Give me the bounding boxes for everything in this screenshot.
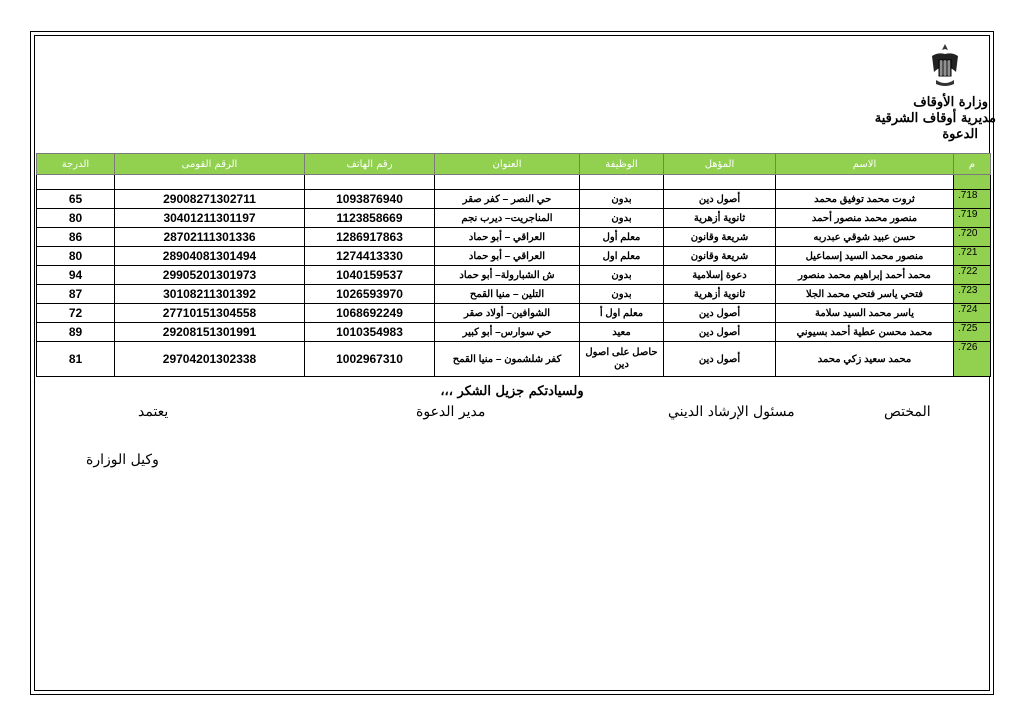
spacer-cell (664, 175, 776, 190)
row-index: 725. (954, 323, 991, 342)
job-cell: معلم أول (580, 228, 664, 247)
table-row (37, 285, 991, 304)
column-header: الرقم القومى (115, 154, 305, 175)
row-index: 724. (954, 304, 991, 323)
job-cell: بدون (580, 266, 664, 285)
phone-cell: 1274413330 (305, 247, 435, 266)
qualification-cell: شريعة وقانون (664, 247, 776, 266)
eagle-emblem-icon (928, 42, 962, 88)
grade-cell: 72 (37, 304, 115, 323)
address-cell: الشوافين– أولاد صقر (435, 304, 580, 323)
name-cell: حسن عبيد شوقي عبدربه (776, 228, 954, 247)
phone-cell: 1286917863 (305, 228, 435, 247)
phone-cell: 1040159537 (305, 266, 435, 285)
row-index: 722. (954, 266, 991, 285)
column-header: رقم الهاتف (305, 154, 435, 175)
spacer-cell (37, 175, 115, 190)
spacer-cell (776, 175, 954, 190)
thanks-line: ولسيادتكم جزيل الشكر ،،، (440, 384, 584, 399)
qualification-cell: أصول دين (664, 342, 776, 377)
job-cell: بدون (580, 209, 664, 228)
phone-cell: 1002967310 (305, 342, 435, 377)
signature-approve: يعتمد (138, 404, 169, 420)
qualification-cell: ثانوية أزهرية (664, 209, 776, 228)
national-id-cell: 29704201302338 (115, 342, 305, 377)
qualification-cell: أصول دين (664, 323, 776, 342)
grade-cell: 80 (37, 209, 115, 228)
row-index: 726. (954, 342, 991, 377)
table-spacer-row (37, 175, 991, 190)
row-index: 718. (954, 190, 991, 209)
spacer-cell (115, 175, 305, 190)
table-header-row (37, 154, 991, 175)
phone-cell: 1093876940 (305, 190, 435, 209)
signature-dawa-manager: مدير الدعوة (416, 404, 486, 420)
phone-cell: 1010354983 (305, 323, 435, 342)
table-row (37, 247, 991, 266)
table-row (37, 209, 991, 228)
signature-religious-guidance: مسئول الإرشاد الديني (668, 404, 795, 420)
job-cell: معلم اول أ (580, 304, 664, 323)
national-id-cell: 29208151301991 (115, 323, 305, 342)
name-cell: محمد أحمد إبراهيم محمد منصور (776, 266, 954, 285)
name-cell: منصور محمد السيد إسماعيل (776, 247, 954, 266)
grade-cell: 80 (37, 247, 115, 266)
job-cell: بدون (580, 285, 664, 304)
ministry-title: وزارة الأوقاف (913, 95, 988, 110)
qualification-cell: ثانوية أزهرية (664, 285, 776, 304)
address-cell: ش الشبارولة– أبو حماد (435, 266, 580, 285)
table-row (37, 304, 991, 323)
address-cell: التلين – منيا القمح (435, 285, 580, 304)
address-cell: حي النصر – كفر صقر (435, 190, 580, 209)
national-id-cell: 29905201301973 (115, 266, 305, 285)
national-id-cell: 30108211301392 (115, 285, 305, 304)
address-cell: حي سوارس– أبو كبير (435, 323, 580, 342)
row-index: 721. (954, 247, 991, 266)
column-header: الدرجة (37, 154, 115, 175)
column-header: الوظيفة (580, 154, 664, 175)
name-cell: محمد سعيد زكي محمد (776, 342, 954, 377)
address-cell: المناجريت– ديرب نجم (435, 209, 580, 228)
phone-cell: 1123858669 (305, 209, 435, 228)
name-cell: محمد محسن عطية أحمد بسيوني (776, 323, 954, 342)
address-cell: كفر شلشمون – منيا القمح (435, 342, 580, 377)
name-cell: فتحي ياسر فتحي محمد الجلا (776, 285, 954, 304)
job-cell: حاصل على اصول دين (580, 342, 664, 377)
row-index: 719. (954, 209, 991, 228)
signature-specialist: المختص (884, 404, 931, 420)
grade-cell: 86 (37, 228, 115, 247)
name-cell: ثروت محمد توفيق محمد (776, 190, 954, 209)
table-row (37, 228, 991, 247)
national-id-cell: 30401211301197 (115, 209, 305, 228)
column-header: م (954, 154, 991, 175)
spacer-index-cell (954, 175, 991, 190)
name-cell: ياسر محمد السيد سلامة (776, 304, 954, 323)
job-cell: معلم اول (580, 247, 664, 266)
national-id-cell: 27710151304558 (115, 304, 305, 323)
table-row (37, 342, 991, 377)
grade-cell: 94 (37, 266, 115, 285)
spacer-cell (435, 175, 580, 190)
department-title: الدعوة (942, 127, 978, 142)
spacer-cell (580, 175, 664, 190)
grade-cell: 65 (37, 190, 115, 209)
directorate-title: مديرية أوقاف الشرقية (874, 111, 996, 126)
qualification-cell: دعوة إسلامية (664, 266, 776, 285)
candidates-table (36, 153, 991, 377)
column-header: المؤهل (664, 154, 776, 175)
row-index: 723. (954, 285, 991, 304)
job-cell: بدون (580, 190, 664, 209)
qualification-cell: أصول دين (664, 304, 776, 323)
signature-undersecretary: وكيل الوزارة (86, 452, 159, 468)
job-cell: معيد (580, 323, 664, 342)
name-cell: منصور محمد منصور أحمد (776, 209, 954, 228)
row-index: 720. (954, 228, 991, 247)
phone-cell: 1026593970 (305, 285, 435, 304)
address-cell: العراقي – أبو حماد (435, 247, 580, 266)
qualification-cell: أصول دين (664, 190, 776, 209)
column-header: الاسم (776, 154, 954, 175)
table-row (37, 323, 991, 342)
grade-cell: 87 (37, 285, 115, 304)
table-row (37, 190, 991, 209)
spacer-cell (305, 175, 435, 190)
table-row (37, 266, 991, 285)
qualification-cell: شريعة وقانون (664, 228, 776, 247)
column-header: العنوان (435, 154, 580, 175)
phone-cell: 1068692249 (305, 304, 435, 323)
national-id-cell: 29008271302711 (115, 190, 305, 209)
grade-cell: 89 (37, 323, 115, 342)
grade-cell: 81 (37, 342, 115, 377)
national-id-cell: 28702111301336 (115, 228, 305, 247)
national-id-cell: 28904081301494 (115, 247, 305, 266)
address-cell: العراقي – أبو حماد (435, 228, 580, 247)
